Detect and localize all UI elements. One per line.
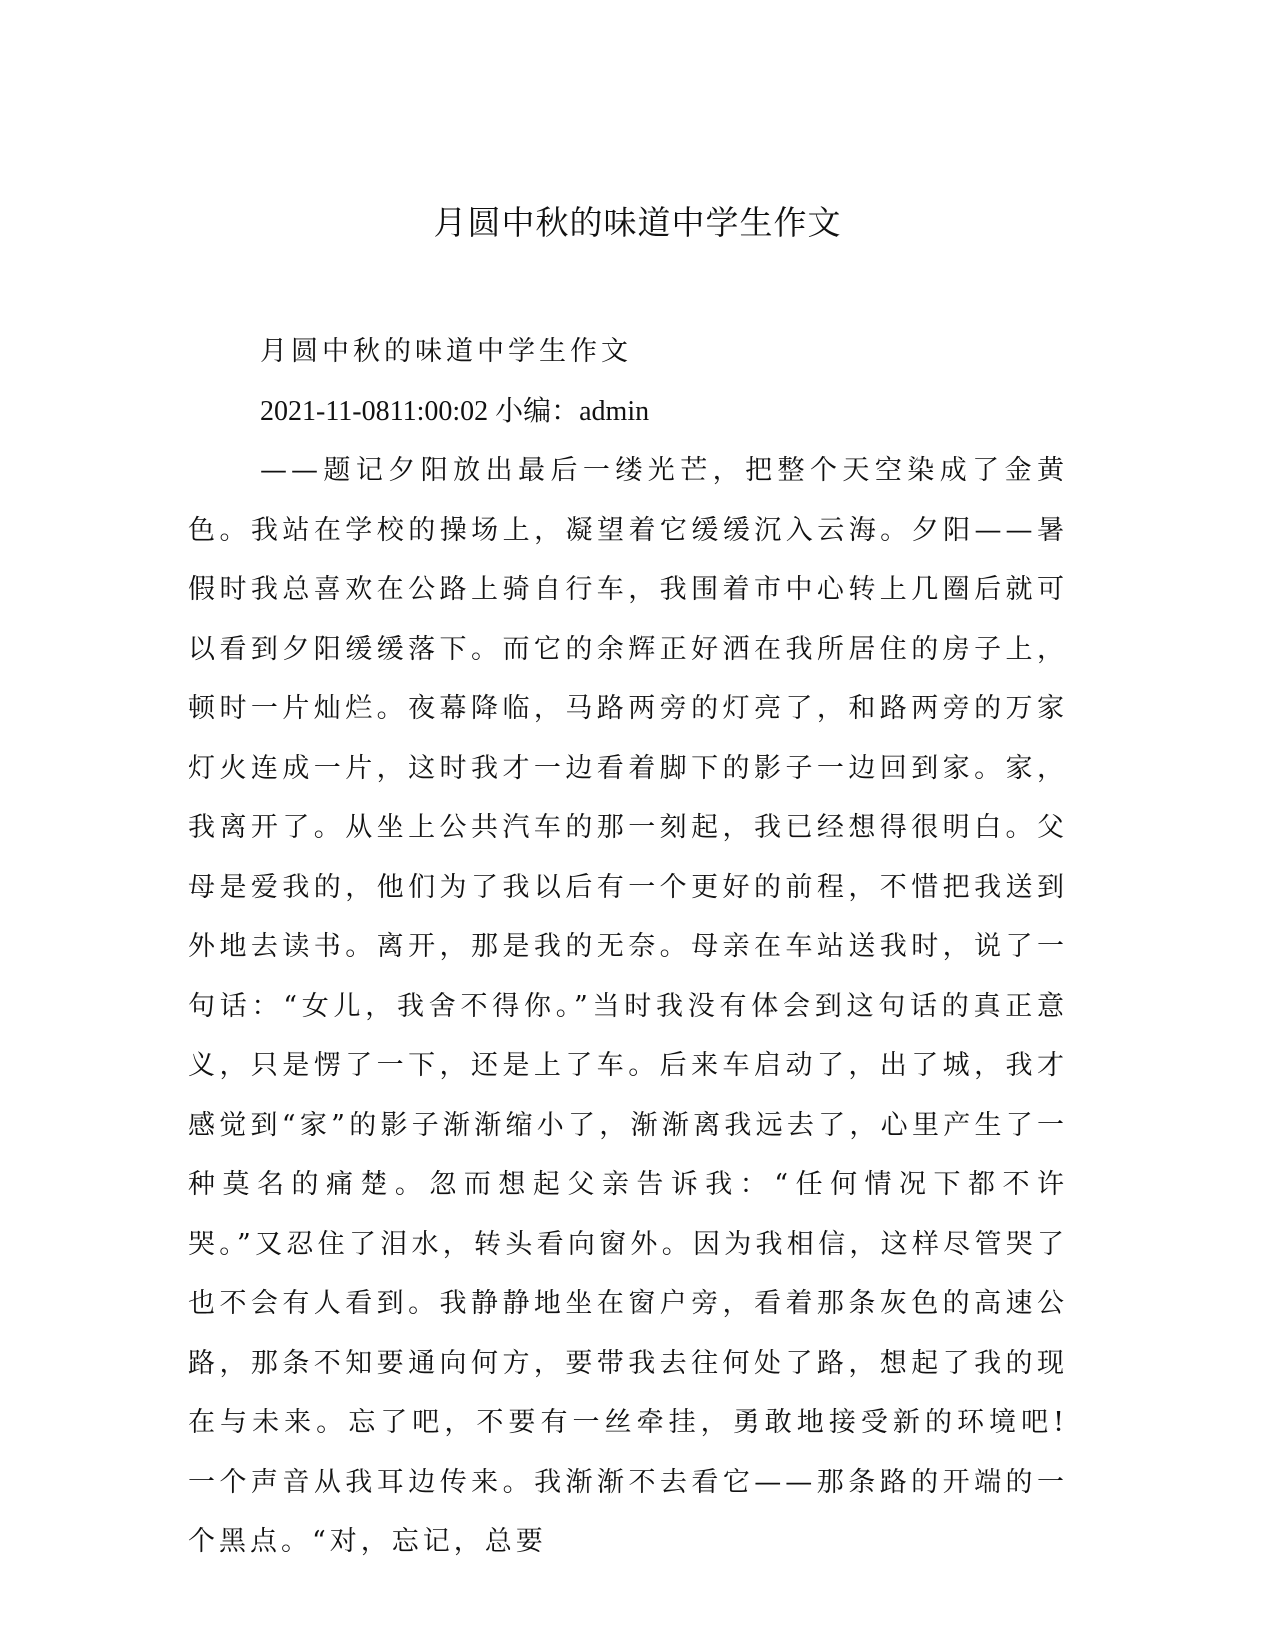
document-content: [188, 322, 1068, 1572]
document-title: 月圆中秋的味道中学生作文: [433, 203, 842, 242]
document-body: ——题记夕阳放出最后一缕光芒，把整个天空染成了金黄色。我站在学校的操场上，凝望着它缓缓沉入云海。夕阳——暑假时我总喜欢在公路上骑自行车，我围着市中心转上几圈后就可以看到夕阳缓缓落下。而它的余辉正好洒在我所居住的房子上，顿时一片灿烂。夜幕降临，马路两旁的灯亮了，和路两旁的万家灯火连成一片，这时我才一边看着脚下的影子一边回到家。家，我离开了。从坐上公共汽车的那一刻起，我已经想得很明白。父母是爱我的，他们为了我以后有一个更好的前程，不惜把我送到外地去读书。离开，那是我的无奈。母亲在车站送我时，说了一句话：“女儿，我舍不得你。”当时我没有体会到这句话的真正意义，只是愣了一下，还是上了车。后来车启动了，出了城，我才感觉到“家”的影子渐渐缩小了，渐渐离我远去了，心里产生了一种莫名的痛楚。忽而想起父亲告诉我：“任何情况下都不许哭。”又忍住了泪水，转头看向窗外。因为我相信，这样尽管哭了也不会有人看到。我静静地坐在窗户旁，看着那条灰色的高速公路，那条不知要通向何方，要带我去往何处了路，想起了我的现在与未来。忘了吧，不要有一丝牵挂，勇敢地接受新的环境吧!一个声音从我耳边传来。我渐渐不去看它——那条路的开端的一个黑点。“对，忘记，总要: [188, 455, 1068, 1557]
document-subtitle: 月圆中秋的味道中学生作文: [260, 336, 632, 367]
document-meta: 2021-11-0811:00:02 小编：admin: [260, 395, 650, 427]
